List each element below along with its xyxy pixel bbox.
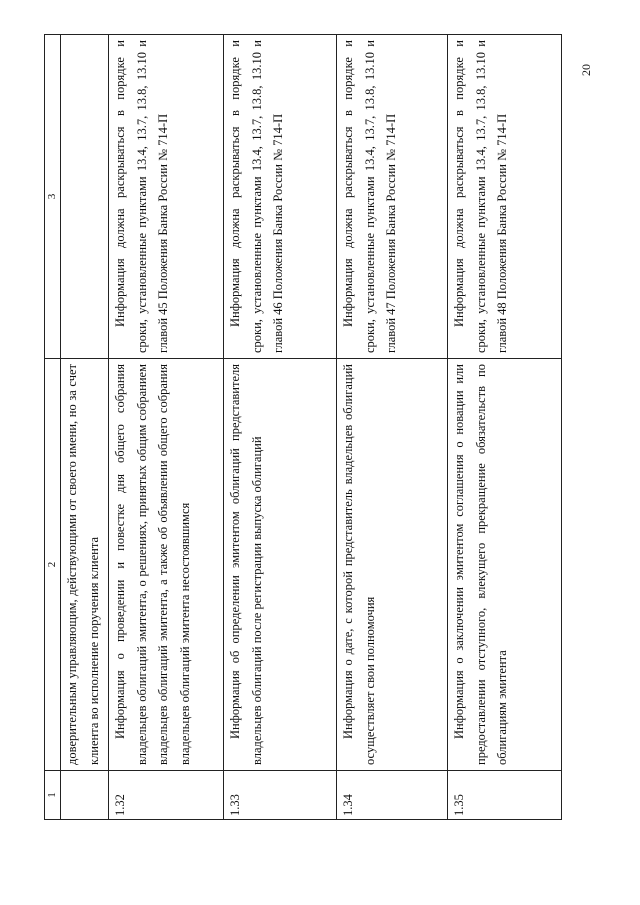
row-disclosure: Информация должна раскрываться в порядке и сроки, установленные пунктами 13.4, 13.7, 13.8, 13.10 и главой 47 Положения Банка России № 714-П	[337, 35, 448, 359]
table-row	[61, 35, 109, 820]
disclosure-table	[44, 34, 562, 820]
row-disclosure: Информация должна раскрываться в порядке и сроки, установленные пунктами 13.4, 13.7, 13.8, 13.10 и главой 48 Положения Банка России № 714-П	[448, 35, 562, 359]
column-header-3: 3	[45, 35, 61, 359]
row-disclosure: Информация должна раскрываться в порядке и сроки, установленные пунктами 13.4, 13.7, 13.8, 13.10 и главой 45 Положения Банка России № 714-П	[109, 35, 224, 359]
column-header-2: 2	[45, 359, 61, 771]
rotated-page-content	[44, 35, 562, 820]
table-row	[448, 35, 562, 820]
table-row	[224, 35, 337, 820]
row-disclosure	[61, 35, 109, 359]
row-description: Информация о дате, с которой представитель владельцев облигаций осуществляет свои полномочия	[337, 359, 448, 771]
table-header-row	[45, 35, 61, 820]
row-number: 1.32	[109, 771, 224, 820]
row-number: 1.33	[224, 771, 337, 820]
page-number: 20	[579, 64, 593, 76]
row-number: 1.34	[337, 771, 448, 820]
table-row	[337, 35, 448, 820]
table-row	[109, 35, 224, 820]
row-number: 1.35	[448, 771, 562, 820]
row-description: доверительным управляющим, действующими от своего имени, но за счет клиента во исполнение поручения клиента	[61, 359, 109, 771]
row-description: Информация об определении эмитентом облигаций представителя владельцев облигаций после регистрации выпуска облигаций	[224, 359, 337, 771]
row-number	[61, 771, 109, 820]
column-header-1: 1	[45, 771, 61, 820]
row-description: Информация о проведении и повестке дня общего собрания владельцев облигаций эмитента, о решениях, принятых общим собранием владельцев облигаций эмитента, а также об объявлении общего собрания владельцев облигаций эмитента несостоявшимся	[109, 359, 224, 771]
row-disclosure: Информация должна раскрываться в порядке и сроки, установленные пунктами 13.4, 13.7, 13.8, 13.10 и главой 46 Положения Банка России № 714-П	[224, 35, 337, 359]
row-description: Информация о заключении эмитентом соглашения о новации или предоставлении отступного, влекущего прекращение обязательств по облигациям эмитента	[448, 359, 562, 771]
